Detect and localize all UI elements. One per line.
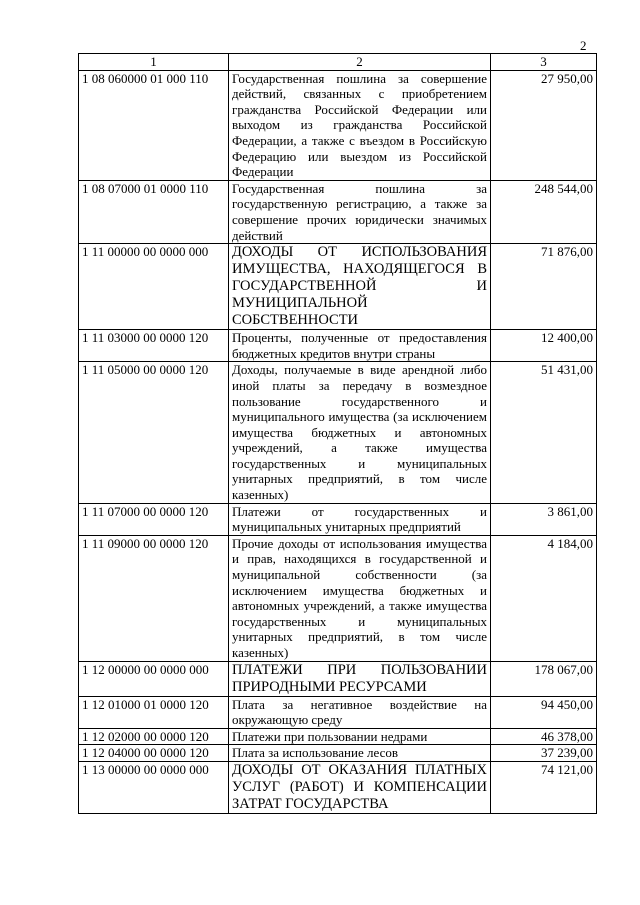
revenue-description: Прочие доходы от использования имущества и прав, находящихся в государственной и муниципальной собственности (за исключением имущества бюджетных и автономных учреждений, а также имущества государственных и муниципальных унитарных предприятий, в том числе казенных): [229, 535, 491, 661]
table-header-row: [79, 54, 597, 71]
revenue-amount: 74 121,00: [491, 761, 597, 813]
revenue-amount: 71 876,00: [491, 244, 597, 330]
table-row: [79, 244, 597, 330]
budget-code: 1 11 05000 00 0000 120: [79, 362, 229, 503]
budget-code: 1 13 00000 00 0000 000: [79, 761, 229, 813]
revenue-description: ПЛАТЕЖИ ПРИ ПОЛЬЗОВАНИИ ПРИРОДНЫМИ РЕСУРСАМИ: [229, 661, 491, 696]
revenue-description: ДОХОДЫ ОТ ОКАЗАНИЯ ПЛАТНЫХ УСЛУГ (РАБОТ) И КОМПЕНСАЦИИ ЗАТРАТ ГОСУДАРСТВА: [229, 761, 491, 813]
table-row: [79, 728, 597, 745]
column-header-3: 3: [491, 54, 597, 71]
revenue-amount: 3 861,00: [491, 503, 597, 535]
budget-code: 1 12 04000 00 0000 120: [79, 745, 229, 762]
revenue-description: Государственная пошлина за государственную регистрацию, а также за совершение прочих юридически значимых действий: [229, 180, 491, 243]
revenue-amount: 51 431,00: [491, 362, 597, 503]
table-row: [79, 761, 597, 813]
revenue-amount: 178 067,00: [491, 661, 597, 696]
table-row: [79, 180, 597, 243]
table-row: [79, 362, 597, 503]
revenue-amount: 94 450,00: [491, 696, 597, 728]
revenue-description: Платежи от государственных и муниципальных унитарных предприятий: [229, 503, 491, 535]
revenue-amount: 4 184,00: [491, 535, 597, 661]
budget-code: 1 12 02000 00 0000 120: [79, 728, 229, 745]
budget-code: 1 12 00000 00 0000 000: [79, 661, 229, 696]
revenue-amount: 12 400,00: [491, 330, 597, 362]
revenue-description: Проценты, полученные от предоставления бюджетных кредитов внутри страны: [229, 330, 491, 362]
table-row: [79, 70, 597, 180]
budget-code: 1 12 01000 01 0000 120: [79, 696, 229, 728]
column-header-1: 1: [79, 54, 229, 71]
budget-code: 1 11 07000 00 0000 120: [79, 503, 229, 535]
column-header-2: 2: [229, 54, 491, 71]
budget-code: 1 11 09000 00 0000 120: [79, 535, 229, 661]
table-row: [79, 661, 597, 696]
budget-code: 1 11 03000 00 0000 120: [79, 330, 229, 362]
revenue-description: Плата за использование лесов: [229, 745, 491, 762]
budget-code: 1 11 00000 00 0000 000: [79, 244, 229, 330]
table-row: [79, 696, 597, 728]
table-row: [79, 330, 597, 362]
table-row: [79, 745, 597, 762]
revenue-amount: 248 544,00: [491, 180, 597, 243]
table-row: [79, 503, 597, 535]
page-number: 2: [580, 38, 587, 53]
table-row: [79, 535, 597, 661]
revenue-amount: 27 950,00: [491, 70, 597, 180]
revenue-table: [78, 53, 597, 814]
revenue-description: Доходы, получаемые в виде арендной либо иной платы за передачу в возмездное пользование государственного и муниципального имущества (за исключением имущества бюджетных и автономных учреждений, а также имущества государственных и муниципальных унитарных предприятий, в том числе казенных): [229, 362, 491, 503]
revenue-amount: 37 239,00: [491, 745, 597, 762]
revenue-description: Плата за негативное воздействие на окружающую среду: [229, 696, 491, 728]
budget-code: 1 08 060000 01 000 110: [79, 70, 229, 180]
budget-code: 1 08 07000 01 0000 110: [79, 180, 229, 243]
revenue-description: Платежи при пользовании недрами: [229, 728, 491, 745]
revenue-description: Государственная пошлина за совершение действий, связанных с приобретением гражданства Российской Федерации или выходом из гражданства Российской Федерации, а также с въездом в Российскую Федерацию или выездом из Российской Федерации: [229, 70, 491, 180]
revenue-description: ДОХОДЫ ОТ ИСПОЛЬЗОВАНИЯ ИМУЩЕСТВА, НАХОДЯЩЕГОСЯ В ГОСУДАРСТВЕННОЙ И МУНИЦИПАЛЬНОЙ СОБСТВЕННОСТИ: [229, 244, 491, 330]
revenue-amount: 46 378,00: [491, 728, 597, 745]
